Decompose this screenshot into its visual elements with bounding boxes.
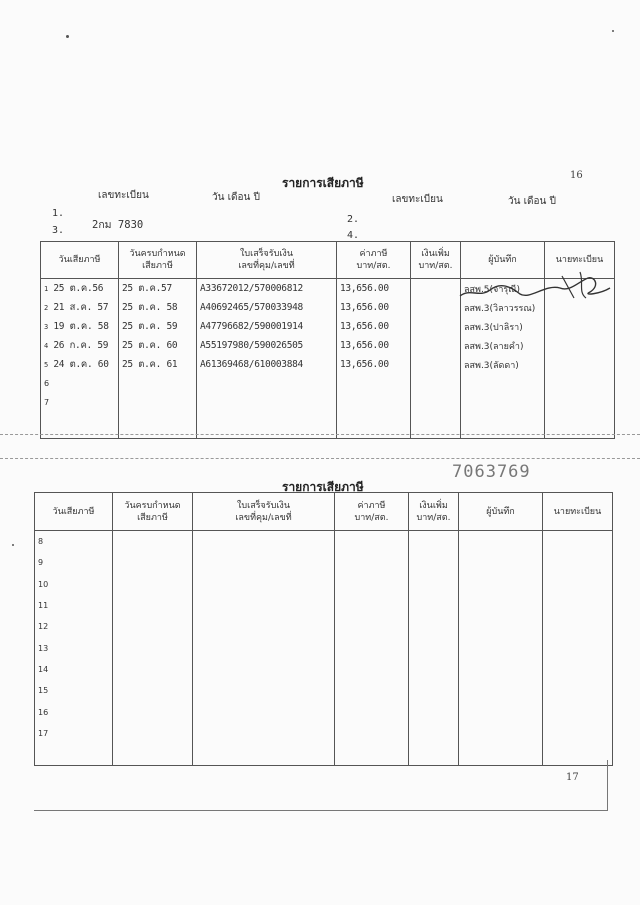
label-registration-2: เลขทะเบียน <box>392 194 443 205</box>
row-tax: 13,656.00 <box>337 279 411 299</box>
row-registrar <box>545 317 615 336</box>
row-extra <box>411 336 461 355</box>
row-number: 7 <box>41 393 119 412</box>
table-header-row <box>35 493 613 531</box>
row-receipt: A33672012/570006812 <box>197 279 337 299</box>
row-recorder: ลสพ.3(ปาลิรา) <box>461 317 545 336</box>
row-number: 15 <box>35 680 113 701</box>
speck <box>612 30 614 32</box>
header-surcharge: เงินเพิ่ม บาท/สต. <box>411 242 461 279</box>
table-row <box>35 616 613 637</box>
header-due-date: วันครบกำหนด เสียภาษี <box>113 493 193 531</box>
row-receipt: A61369468/610003884 <box>197 355 337 374</box>
reg-value-1: 2กม 7830 <box>92 219 144 231</box>
row-extra <box>411 317 461 336</box>
header-receipt: ใบเสร็จรับเงิน เลขที่คุม/เลขที่ <box>197 242 337 279</box>
table-row <box>35 723 613 744</box>
row-tax: 13,656.00 <box>337 336 411 355</box>
table-row <box>35 659 613 680</box>
header-tax-date: วันเสียภาษี <box>41 242 119 279</box>
row-date: 1 25 ต.ค.56 <box>41 279 119 299</box>
row-number: 16 <box>35 701 113 722</box>
header-surcharge: เงินเพิ่ม บาท/สต. <box>409 493 459 531</box>
header-tax-amount: ค่าภาษี บาท/สต. <box>335 493 409 531</box>
header-receipt: ใบเสร็จรับเงิน เลขที่คุม/เลขที่ <box>193 493 335 531</box>
row-due: 25 ต.ค. 59 <box>119 317 197 336</box>
table-row <box>35 552 613 573</box>
page-frame-right <box>607 760 608 810</box>
table-row <box>35 680 613 701</box>
row-receipt: A55197980/590026505 <box>197 336 337 355</box>
table-row <box>35 595 613 616</box>
stamp-number: 7063769 <box>452 462 531 482</box>
speck <box>12 544 14 546</box>
row-number: 8 <box>35 531 113 553</box>
row-due: 25 ต.ค.57 <box>119 279 197 299</box>
label-registration-1: เลขทะเบียน <box>98 190 149 201</box>
row-number: 12 <box>35 616 113 637</box>
page-divider <box>0 458 640 459</box>
table-row <box>35 744 613 766</box>
table-row <box>41 355 615 374</box>
row-recorder: ลสพ.3(วิลาวรรณ) <box>461 298 545 317</box>
reg-num-3: 3. <box>52 225 65 236</box>
row-tax: 13,656.00 <box>337 298 411 317</box>
row-receipt: A40692465/570033948 <box>197 298 337 317</box>
row-recorder: ลสพ.5(จารุณี) <box>461 279 545 299</box>
row-due: 25 ต.ค. 61 <box>119 355 197 374</box>
table-row <box>35 637 613 658</box>
table-row <box>41 393 615 412</box>
row-date: 2 21 ส.ค. 57 <box>41 298 119 317</box>
row-due: 25 ต.ค. 60 <box>119 336 197 355</box>
reg-num-1: 1. <box>52 208 65 219</box>
page-frame-bottom <box>34 810 608 811</box>
row-tax: 13,656.00 <box>337 317 411 336</box>
row-recorder: ลสพ.3(ลายคำ) <box>461 336 545 355</box>
header-recorder: ผู้บันทึก <box>461 242 545 279</box>
tax-table-2 <box>34 492 613 766</box>
page-divider <box>0 434 640 435</box>
row-number: 14 <box>35 659 113 680</box>
row-date: 3 19 ต.ค. 58 <box>41 317 119 336</box>
header-registrar: นายทะเบียน <box>545 242 615 279</box>
header-recorder: ผู้บันทึก <box>459 493 543 531</box>
row-number: 6 <box>41 374 119 393</box>
page-number-top: 16 <box>570 170 583 181</box>
row-registrar <box>545 355 615 374</box>
header-due-date: วันครบกำหนด เสียภาษี <box>119 242 197 279</box>
row-registrar <box>545 336 615 355</box>
row-tax: 13,656.00 <box>337 355 411 374</box>
row-receipt: A47796682/590001914 <box>197 317 337 336</box>
row-number: 10 <box>35 574 113 595</box>
table-row <box>35 531 613 553</box>
header-tax-date: วันเสียภาษี <box>35 493 113 531</box>
section2-title: รายการเสียภาษี <box>282 480 364 494</box>
row-date: 5 24 ต.ค. 60 <box>41 355 119 374</box>
table-row <box>41 336 615 355</box>
label-date-2: วัน เดือน ปี <box>508 196 556 207</box>
row-number: 17 <box>35 723 113 744</box>
table-row <box>35 701 613 722</box>
row-number: 11 <box>35 595 113 616</box>
row-date: 4 26 ก.ค. 59 <box>41 336 119 355</box>
row-extra <box>411 355 461 374</box>
handwritten-signature <box>450 268 620 316</box>
table-row <box>35 574 613 595</box>
section1-title: รายการเสียภาษี <box>282 176 364 190</box>
reg-num-2: 2. <box>347 214 360 225</box>
speck <box>66 35 69 38</box>
label-date-1: วัน เดือน ปี <box>212 192 260 203</box>
row-due: 25 ต.ค. 58 <box>119 298 197 317</box>
row-number: 9 <box>35 552 113 573</box>
page-number-bottom: 17 <box>566 772 579 783</box>
row-recorder: ลสพ.3(ลัดดา) <box>461 355 545 374</box>
reg-num-4: 4. <box>347 230 360 241</box>
header-registrar: นายทะเบียน <box>543 493 613 531</box>
table-row <box>41 374 615 393</box>
header-tax-amount: ค่าภาษี บาท/สต. <box>337 242 411 279</box>
row-number: 13 <box>35 637 113 658</box>
table-row <box>41 317 615 336</box>
